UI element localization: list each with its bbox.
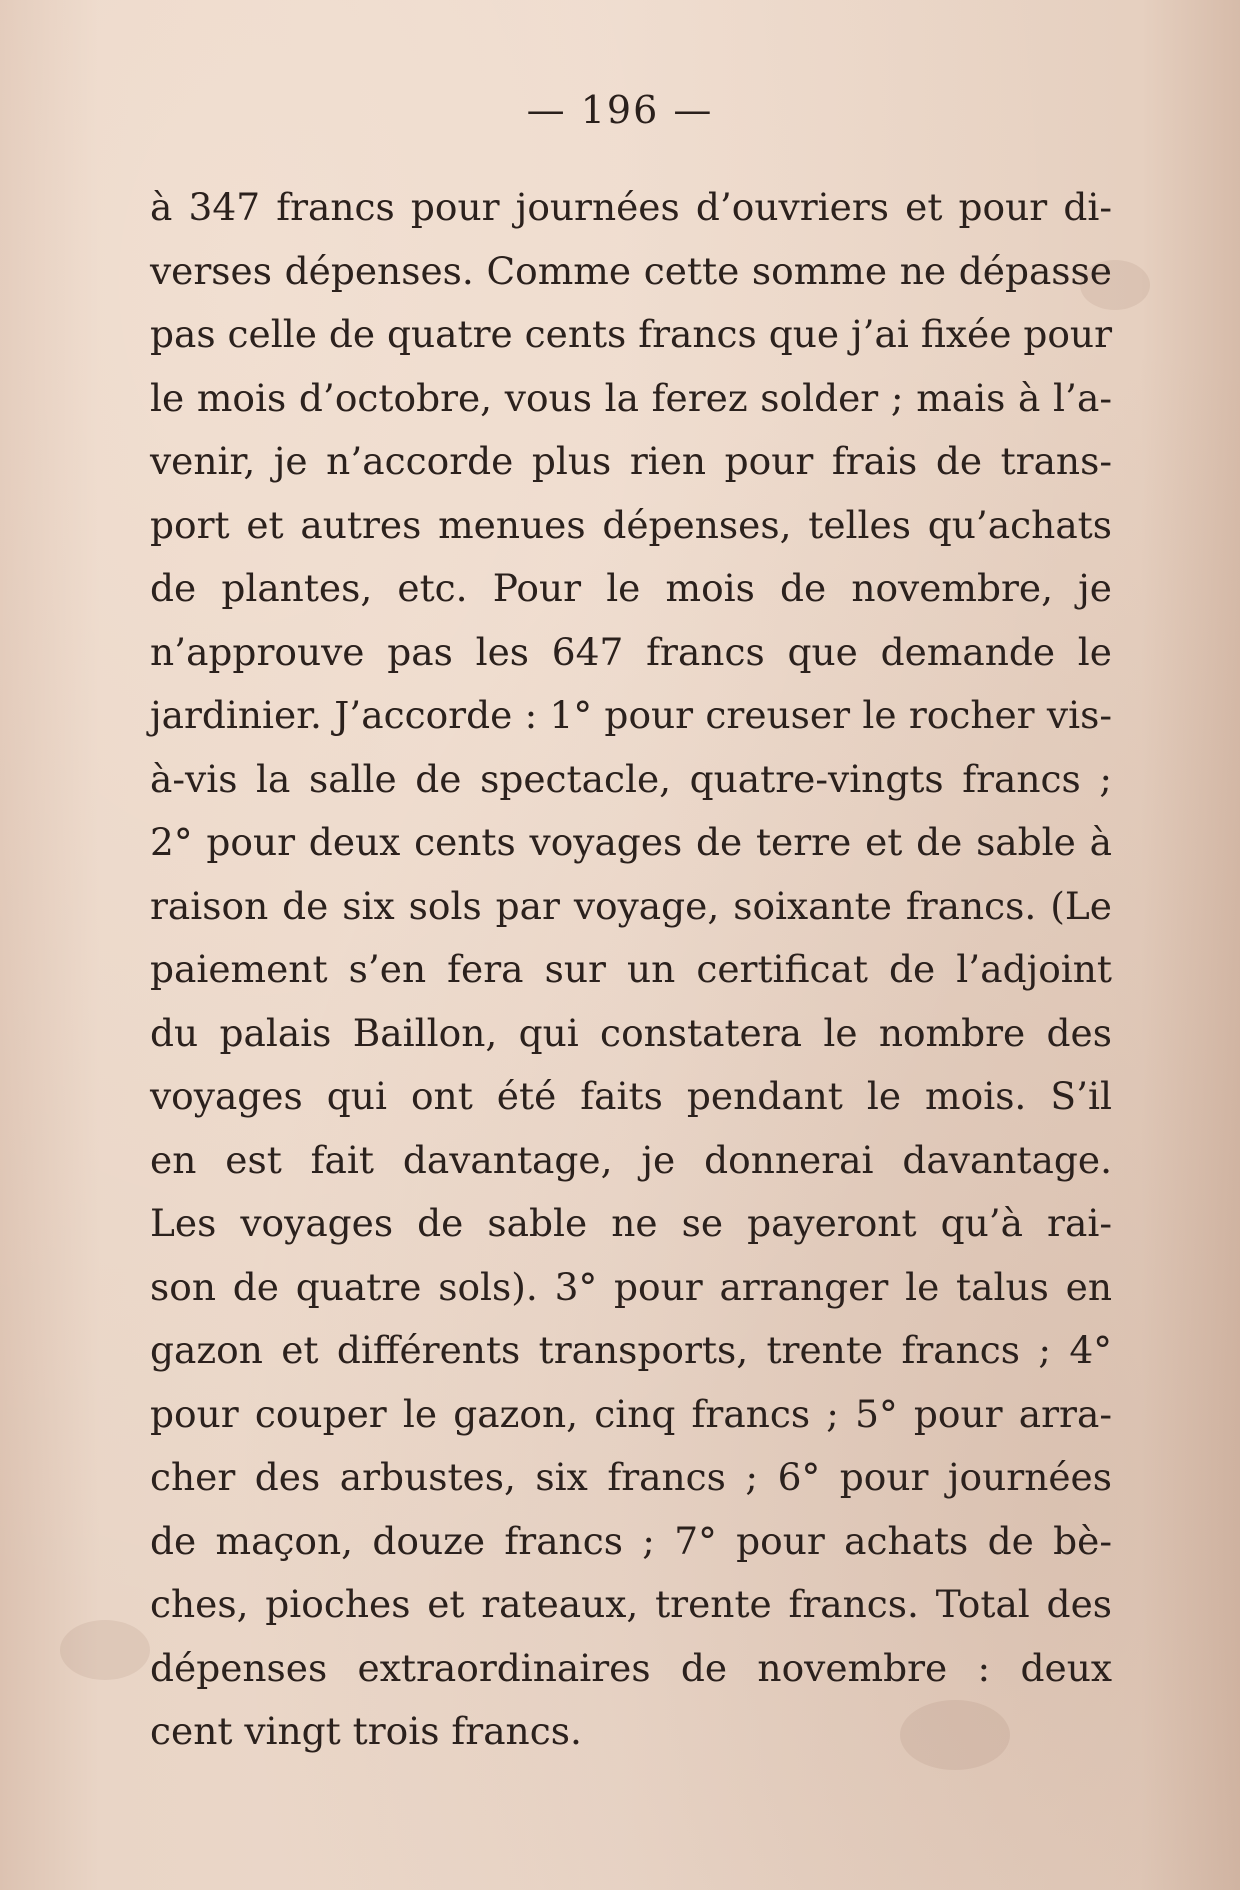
text-line: 2° pour deux cents voyages de terre et de sable à <box>150 820 1112 864</box>
text-line: en est fait davantage, je donnerai davantage. <box>150 1137 1112 1182</box>
text-line: gazon et différents transports, trente francs ; 4° <box>150 1328 1112 1372</box>
text-line: jardinier. J’accorde : 1° pour creuser le rocher vis- <box>150 693 1112 737</box>
text-line: paiement s’en fera sur un certificat de l’adjoint <box>150 947 1112 991</box>
text-line: port et autres menues dépenses, telles qu’achats <box>150 502 1112 547</box>
text-line: venir, je n’accorde plus rien pour frais de trans- <box>150 439 1112 483</box>
text-line: le mois d’octobre, vous la ferez solder ; mais à l’a- <box>150 375 1112 420</box>
text-line: pas celle de quatre cents francs que j’ai fixée pour <box>150 312 1112 356</box>
text-line: cher des arbustes, six francs ; 6° pour journées <box>150 1455 1112 1499</box>
paper-stain <box>60 1620 150 1680</box>
text-line: son de quatre sols). 3° pour arranger le talus en <box>150 1264 1112 1309</box>
text-line: raison de six sols par voyage, soixante francs. (Le <box>150 883 1112 928</box>
text-line: dépenses extraordinaires de novembre : deux <box>150 1645 1112 1690</box>
text-line: de plantes, etc. Pour le mois de novembre, je <box>150 566 1112 610</box>
text-line: n’approuve pas les 647 francs que demande le <box>150 629 1112 674</box>
page-number: — 196 — <box>526 88 714 132</box>
text-line: à-vis la salle de spectacle, quatre-vingts francs ; <box>150 756 1112 801</box>
text-line: de maçon, douze francs ; 7° pour achats de bè- <box>150 1518 1112 1563</box>
text-line: pour couper le gazon, cinq francs ; 5° pour arra- <box>150 1391 1112 1436</box>
text-line: Les voyages de sable ne se payeront qu’à rai- <box>150 1201 1112 1245</box>
text-line: ches, pioches et rateaux, trente francs. Total des <box>150 1582 1112 1626</box>
text-line: du palais Baillon, qui constatera le nombre des <box>150 1010 1112 1055</box>
text-line: voyages qui ont été faits pendant le mois. S’il <box>150 1074 1112 1118</box>
text-line: verses dépenses. Comme cette somme ne dépasse <box>150 248 1112 293</box>
text-line: à 347 francs pour journées d’ouvriers et pour di- <box>150 185 1112 229</box>
text-line: cent vingt trois francs. <box>150 1709 582 1753</box>
body-text <box>150 176 1112 1764</box>
